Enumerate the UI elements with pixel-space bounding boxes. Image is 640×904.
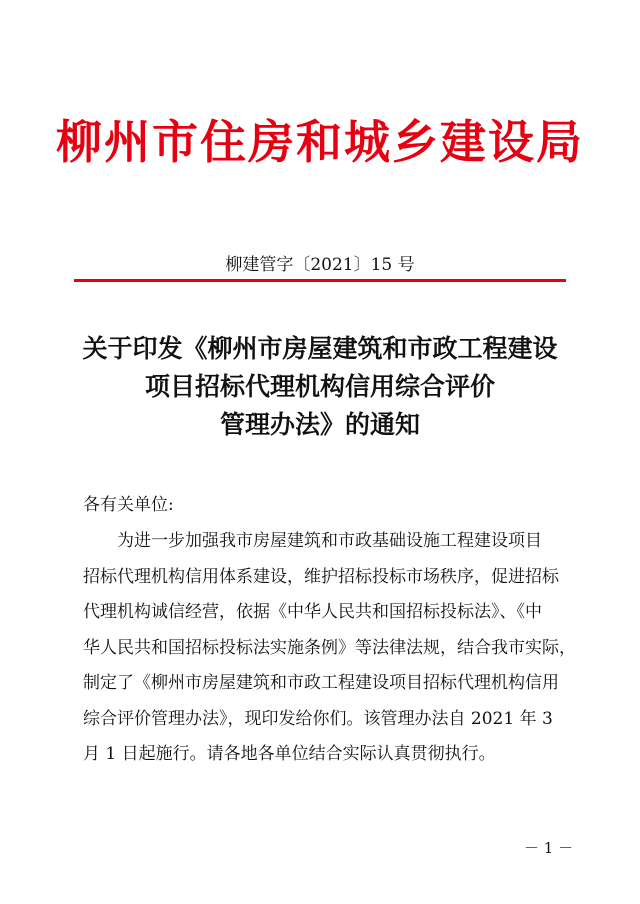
body-line-5: 制定了《柳州市房屋建筑和市政工程建设项目招标代理机构信用 [83, 673, 559, 693]
body-line-1: 为进一步加强我市房屋建筑和市政基础设施工程建设项目 [117, 531, 542, 551]
organization-header: 柳州市住房和城乡建设局 [56, 115, 584, 169]
salutation: 各有关单位: [83, 495, 174, 515]
page-number: － 1 － [524, 839, 574, 857]
body-line-3: 代理机构诚信经营，依据《中华人民共和国招标投标法》、《中 [83, 602, 542, 622]
body-line-4: 华人民共和国招标投标法实施条例》等法律法规，结合我市实际， [83, 637, 576, 658]
title-line-3: 管理办法》的通知 [219, 410, 420, 439]
document-number: 柳建管字〔2021〕15 号 [225, 255, 415, 275]
body-paragraph [83, 524, 576, 773]
title-line-2: 项目招标代理机构信用综合评价 [144, 372, 495, 401]
body-line-2: 招标代理机构信用体系建设，维护招标投标市场秩序，促进招标 [83, 566, 559, 587]
title-line-1: 关于印发《柳州市房屋建筑和市政工程建设 [82, 334, 558, 363]
body-line-7: 月 1 日起施行。请各地各单位结合实际认真贯彻执行。 [83, 744, 496, 764]
document-title [60, 330, 580, 444]
red-divider-line [74, 279, 566, 282]
body-line-6: 综合评价管理办法》，现印发给你们。该管理办法自 2021 年 3 [83, 708, 553, 729]
